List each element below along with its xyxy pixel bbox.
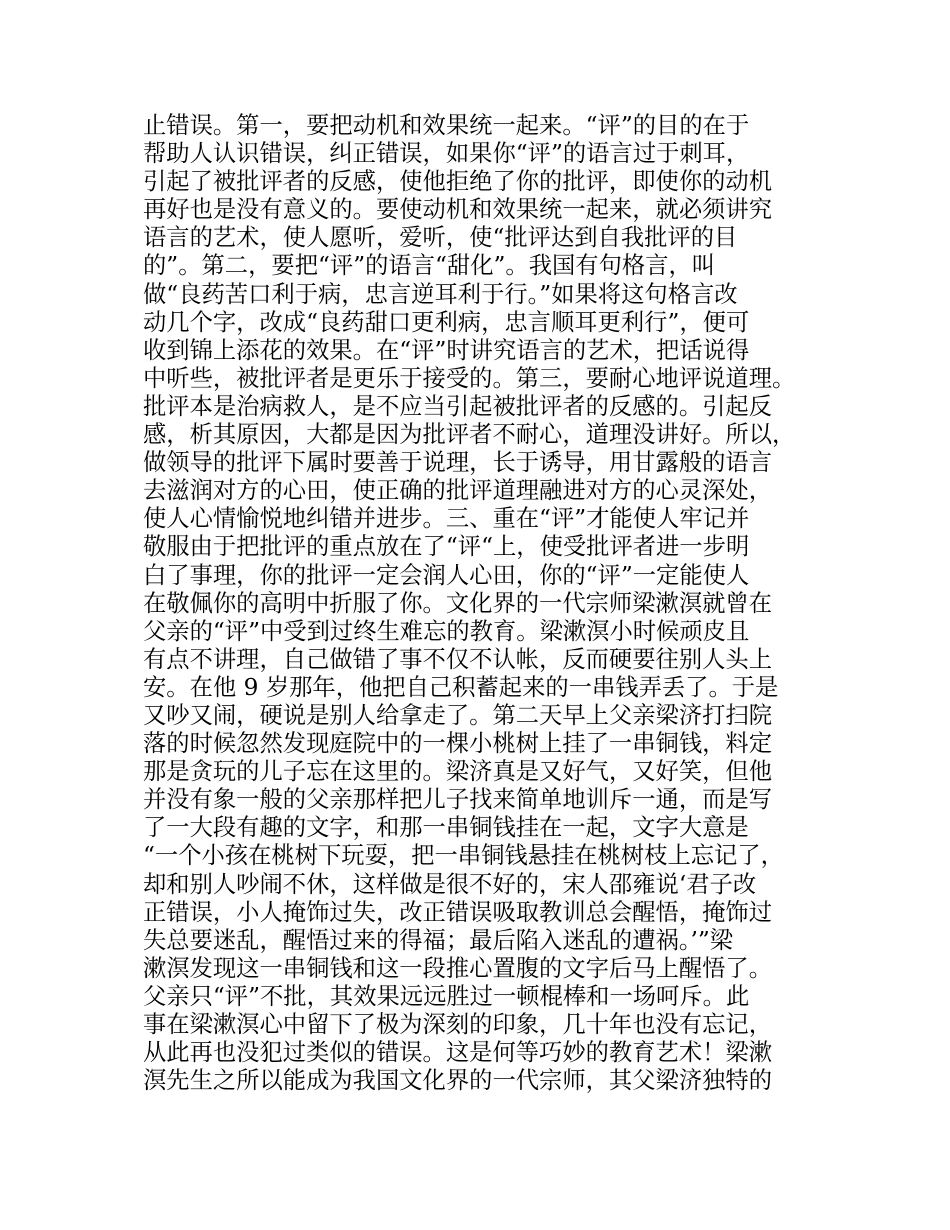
- text-line: 从此再也没犯过类似的错误。这是何等巧妙的教育艺术！梁漱: [143, 1039, 773, 1067]
- text-line: 去滋润对方的心田，使正确的批评道理融进对方的心灵深处，: [143, 477, 773, 505]
- text-line: 正错误，小人掩饰过失，改正错误吸取教训总会醒悟，掩饰过: [143, 898, 773, 926]
- text-line: 语言的艺术，使人愿听，爱听，使“批评达到自我批评的目: [143, 224, 738, 252]
- text-line: 安。在他 9 岁那年，他把自己积蓄起来的一串钱弄丢了。于是: [143, 673, 779, 701]
- text-line: “一个小孩在桃树下玩耍，把一串铜钱悬挂在桃树枝上忘记了，: [143, 842, 784, 870]
- text-line: 使人心情愉悦地纠错并进步。三、重在“评”才能使人牢记并: [143, 505, 750, 533]
- text-line: 再好也是没有意义的。要使动机和效果统一起来，就必须讲究: [143, 196, 773, 224]
- body-text: [143, 112, 843, 1095]
- text-line: 父亲的“评”中受到过终生难忘的教育。梁漱溟小时候顽皮且: [143, 617, 750, 645]
- text-line: 做“良药苦口利于病，忠言逆耳利于行。”如果将这句格言改: [143, 280, 738, 308]
- text-line: 在敬佩你的高明中折服了你。文化界的一代宗师梁漱溟就曾在: [143, 589, 773, 617]
- text-line: 又吵又闹，硬说是别人给拿走了。第二天早上父亲梁济打扫院: [143, 701, 773, 729]
- text-line: 却和别人吵闹不休，这样做是很不好的，宋人邵雍说‘君子改: [143, 870, 757, 898]
- text-line: 并没有象一般的父亲那样把儿子找来简单地训斥一通，而是写: [143, 786, 773, 814]
- text-line: 敬服由于把批评的重点放在了“评“上，使受批评者进一步明: [143, 533, 750, 561]
- text-line: 了一大段有趣的文字，和那一串铜钱挂在一起，文字大意是: [143, 814, 749, 842]
- text-line: 的”。第二，要把“评”的语言“甜化”。我国有句格言，叫: [143, 252, 716, 280]
- text-line: 有点不讲理，自己做错了事不仅不认帐，反而硬要往别人头上: [143, 645, 773, 673]
- text-line: 止错误。第一，要把动机和效果统一起来。“评”的目的在于: [143, 112, 750, 139]
- text-line: 白了事理，你的批评一定会润人心田，你的“评”一定能使人: [143, 561, 750, 589]
- text-line: 帮助人认识错误，纠正错误，如果你“评”的语言过于刺耳，: [143, 140, 750, 168]
- text-line: 批评本是治病救人，是不应当引起被批评者的反感的。引起反: [143, 392, 773, 420]
- text-line: 那是贪玩的儿子忘在这里的。梁济真是又好气，又好笑，但他: [143, 758, 773, 786]
- text-line: 落的时候忽然发现庭院中的一棵小桃树上挂了一串铜钱，料定: [143, 730, 773, 758]
- text-line: 中听些，被批评者是更乐于接受的。第三，要耐心地评说道理。: [143, 364, 796, 392]
- text-line: 收到锦上添花的效果。在“评”时讲究语言的艺术，把话说得: [143, 336, 750, 364]
- text-line: 事在梁漱溟心中留下了极为深刻的印象，几十年也没有忘记，: [143, 1011, 773, 1038]
- text-line: 漱溟发现这一串铜钱和这一段推心置腹的文字后马上醒悟了。: [143, 954, 773, 982]
- text-line: 失总要迷乱，醒悟过来的得福；最后陷入迷乱的遭祸。’”梁: [143, 926, 734, 954]
- text-line: 动几个字，改成“良药甜口更利病，忠言顺耳更利行”，便可: [143, 308, 750, 336]
- text-line: 父亲只“评”不批，其效果远远胜过一顿棍棒和一场呵斥。此: [143, 982, 750, 1010]
- text-line: 感，析其原因，大都是因为批评者不耐心，道理没讲好。所以，: [143, 421, 796, 449]
- text-line: 溟先生之所以能成为我国文化界的一代宗师，其父梁济独特的: [143, 1067, 773, 1095]
- text-line: 做领导的批评下属时要善于说理，长于诱导，用甘露般的语言: [143, 449, 773, 477]
- text-line: 引起了被批评者的反感，使他拒绝了你的批评，即使你的动机: [143, 168, 773, 196]
